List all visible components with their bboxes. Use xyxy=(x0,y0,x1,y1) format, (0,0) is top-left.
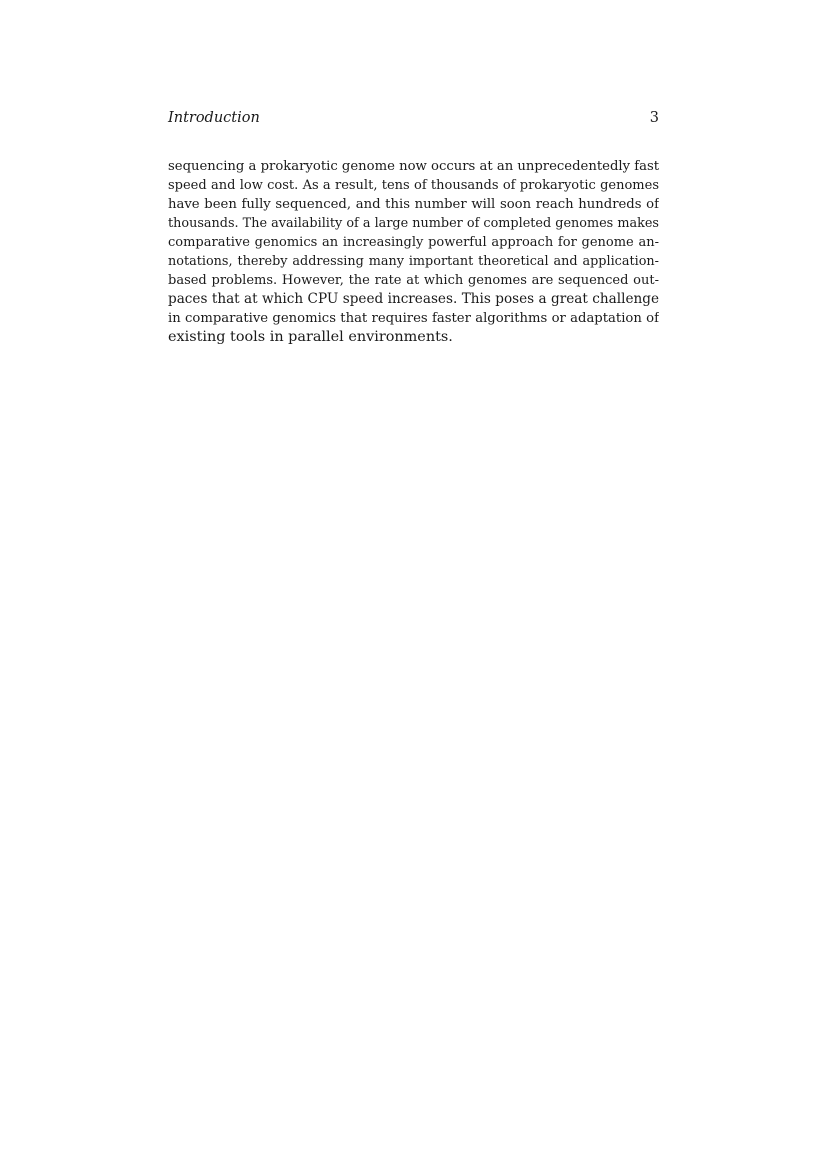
paragraph-line: notations, thereby addressing many important theoretical and application- xyxy=(168,254,659,269)
running-header xyxy=(168,108,659,128)
paragraph-line: paces that at which CPU speed increases. This poses a great challenge xyxy=(168,291,659,307)
body-paragraph xyxy=(168,157,659,347)
paragraph-line: in comparative genomics that requires faster algorithms or adaptation of xyxy=(168,311,659,326)
paragraph-line: have been fully sequenced, and this number will soon reach hundreds of xyxy=(168,197,659,212)
paragraph-line: speed and low cost. As a result, tens of thousands of prokaryotic genomes xyxy=(168,178,659,193)
paragraph-line: comparative genomics an increasingly powerful approach for genome an- xyxy=(168,235,659,250)
paragraph-line: based problems. However, the rate at which genomes are sequenced out- xyxy=(168,273,659,288)
paragraph-line: existing tools in parallel environments. xyxy=(168,329,453,345)
paragraph-line: thousands. The availability of a large number of completed genomes makes xyxy=(168,216,659,231)
paragraph-line: sequencing a prokaryotic genome now occurs at an unprecedentedly fast xyxy=(168,159,659,174)
page-number: 3 xyxy=(649,110,659,126)
running-title: Introduction xyxy=(168,110,260,126)
